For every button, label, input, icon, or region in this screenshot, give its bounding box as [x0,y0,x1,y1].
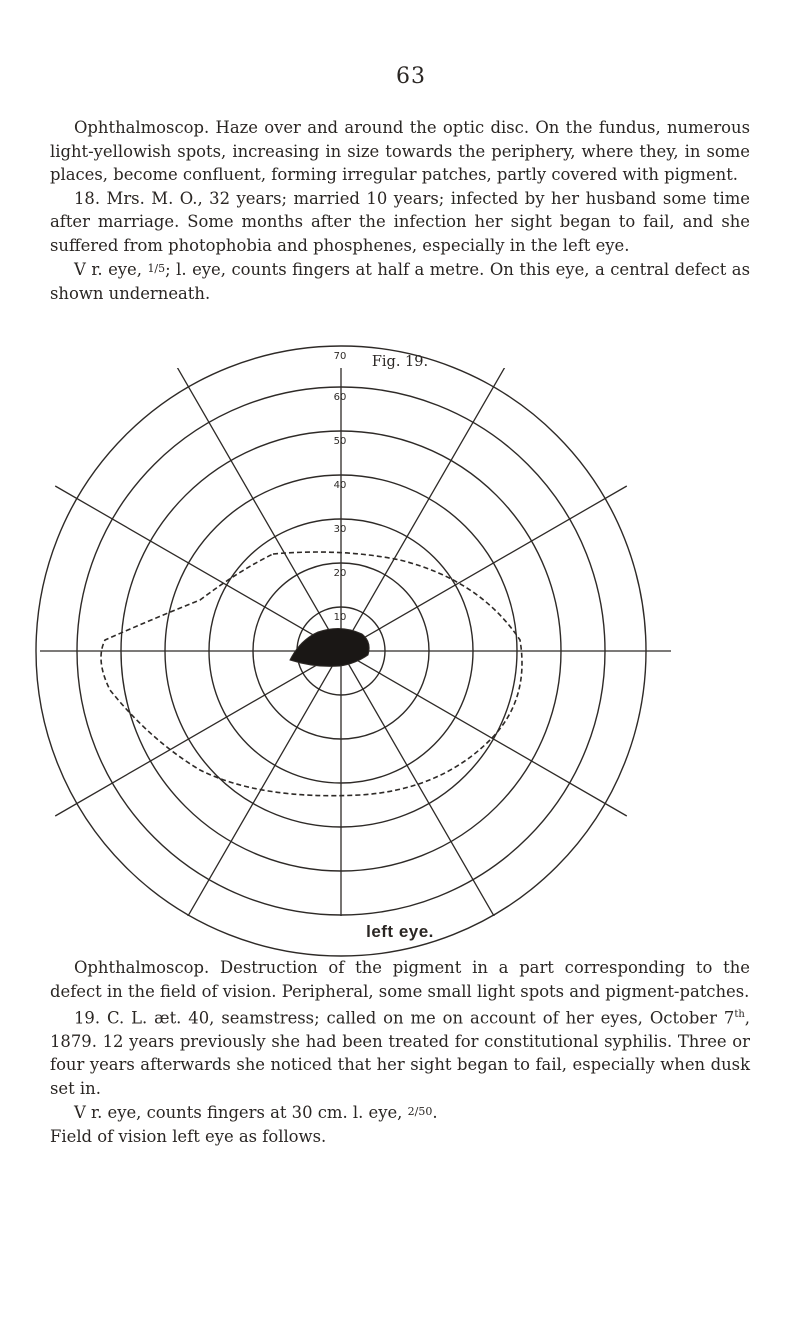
field-boundary [101,552,522,796]
paragraph-case-19 [50,1003,750,1100]
figure-label: Fig. 19. [371,354,429,370]
vision-fraction: 1/5 [147,262,166,275]
vision-19-text-a: V r. eye, counts fingers at 30 cm. l. eye, [74,1103,403,1123]
scale-label-10: 10 [333,612,347,623]
paragraph-field-intro: Field of vision left eye as follows. [50,1126,327,1146]
bottom-text-block [50,956,750,1148]
case-19-text-b: , 1879. 12 years previously she had been treated for constitutional syphilis. Three or four years afterwards she noticed that her sight began to fail, especially when dusk set in. [50,1008,750,1098]
scale-label-60: 60 [333,392,347,403]
paragraph-case-18: 18. Mrs. M. O., 32 years; married 10 years; infected by her husband some time after marriage. Some months after the infection her sight began to fail, and she suffered from photophobia and phosphenes, especially in the left eye. [50,188,750,255]
vision-text-a: V r. eye, [74,260,142,279]
vision-text-b: ; l. eye, counts fingers at half a metre. On this eye, a central defect as shown underneath. [50,260,750,303]
scale-label-50: 50 [333,436,347,447]
scale-label-30: 30 [333,524,347,535]
scale-label-40: 40 [333,480,347,491]
central-scotoma [290,628,369,666]
paragraph-ophthalmoscope-1: Ophthalmoscop. Haze over and around the optic disc. On the fundus, numerous light-yellowish spots, increasing in size towards the periphery, where they, in some places, become confluent, forming irregular patches, partly covered with pigment. [50,118,750,184]
case-19-text-a: 19. C. L. æt. 40, seamstress; called on me on account of her eyes, October 7 [74,1008,735,1028]
figure-caption: left eye. [366,922,434,941]
vision-19-text-b: . [432,1103,438,1123]
paragraph-vision-19 [50,1100,750,1125]
page-number: 63 [396,64,426,89]
scale-label-70: 70 [333,351,347,362]
vision-19-fraction: 2/50 [407,1105,433,1119]
case-19-superscript: th [734,1009,745,1020]
scale-label-20: 20 [333,568,347,579]
paragraph-ophthalmoscope-2: Ophthalmoscop. Destruction of the pigment in a part corresponding to the defect in the field of vision. Peripheral, some small light spots and pigment-patches. [50,958,750,1001]
